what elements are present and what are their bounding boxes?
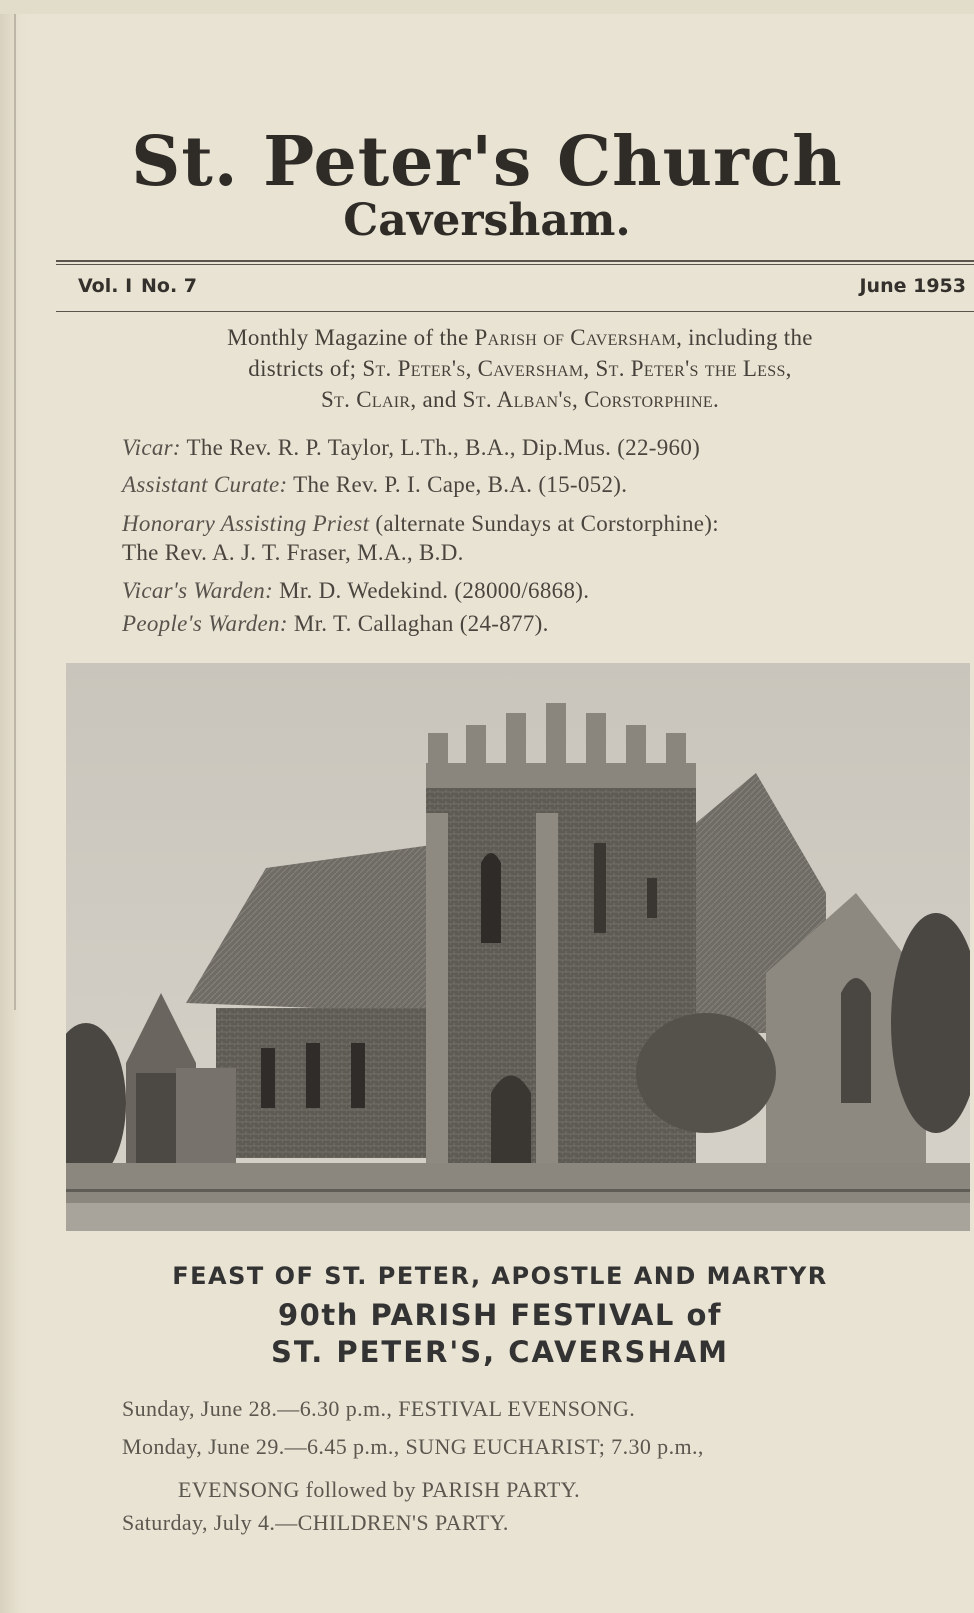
event-item: Saturday, July 4.—CHILDREN'S PARTY. — [122, 1510, 509, 1535]
staff-role: Vicar: — [122, 435, 181, 460]
staff-role: Vicar's Warden: — [122, 578, 274, 603]
staff-detail: (alternate Sundays at Corstorphine): — [369, 511, 719, 536]
festival-heading-church: ST. PETER'S, CAVERSHAM — [270, 1335, 730, 1369]
volume-label: Vol. I — [78, 275, 133, 297]
staff-role: Assistant Curate: — [122, 472, 288, 497]
church-illustration — [66, 663, 970, 1231]
staff-vicar — [122, 435, 962, 461]
event-item: Monday, June 29.—6.45 p.m., SUNG EUCHARIST; 7.30 p.m., — [122, 1434, 704, 1459]
event-item: Sunday, June 28.—6.30 p.m., FESTIVAL EVENSONG. — [122, 1396, 636, 1421]
intro-text: , and — [410, 387, 463, 412]
staff-curate — [122, 472, 962, 498]
issue-number: No. 7 — [141, 275, 198, 297]
magazine-description — [110, 322, 930, 415]
staff-detail: The Rev. R. P. Taylor, L.Th., B.A., Dip.Mus. (22-960) — [180, 435, 701, 460]
festival-heading-feast: FEAST OF ST. PETER, APOSTLE AND MARTYR — [172, 1262, 828, 1290]
festival-heading-parish: 90th PARISH FESTIVAL of — [278, 1298, 722, 1332]
header-rule-bottom — [56, 311, 974, 312]
intro-district-stclair: St. Clair — [320, 387, 411, 412]
masthead-title: St. Peter's Church — [131, 122, 843, 202]
intro-districts: St. Peter's, Caversham, St. Peter's the Less, — [362, 356, 792, 381]
header-rule-top-thin — [56, 264, 974, 265]
intro-text: districts of; — [248, 356, 363, 381]
intro-text: , including the — [676, 325, 813, 350]
staff-detail: The Rev. P. I. Cape, B.A. (15-052). — [287, 472, 628, 497]
staff-priest — [122, 511, 962, 537]
issue-date: June 1953 — [859, 275, 966, 297]
staff-peoples-warden — [122, 611, 962, 637]
event-item: EVENSONG followed by PARISH PARTY. — [178, 1477, 581, 1502]
staff-detail: Mr. D. Wedekind. (28000/6868). — [273, 578, 590, 603]
staff-vicars-warden — [122, 578, 962, 604]
staff-priest-name: The Rev. A. J. T. Fraser, M.A., B.D. — [122, 540, 464, 565]
staff-detail: Mr. T. Callaghan (24-877). — [287, 611, 549, 636]
header-rule-top — [56, 260, 974, 262]
masthead-subtitle: Caversham. — [343, 195, 631, 246]
staff-role: People's Warden: — [122, 611, 288, 636]
staff-role: Honorary Assisting Priest — [122, 511, 370, 536]
church-photograph — [66, 663, 970, 1231]
intro-district-stalbans: St. Alban's, Corstorphine. — [462, 387, 720, 412]
intro-parish: Parish of Caversham — [474, 325, 677, 350]
page-top-edge — [0, 0, 974, 14]
intro-text: Monthly Magazine of the — [227, 325, 475, 350]
